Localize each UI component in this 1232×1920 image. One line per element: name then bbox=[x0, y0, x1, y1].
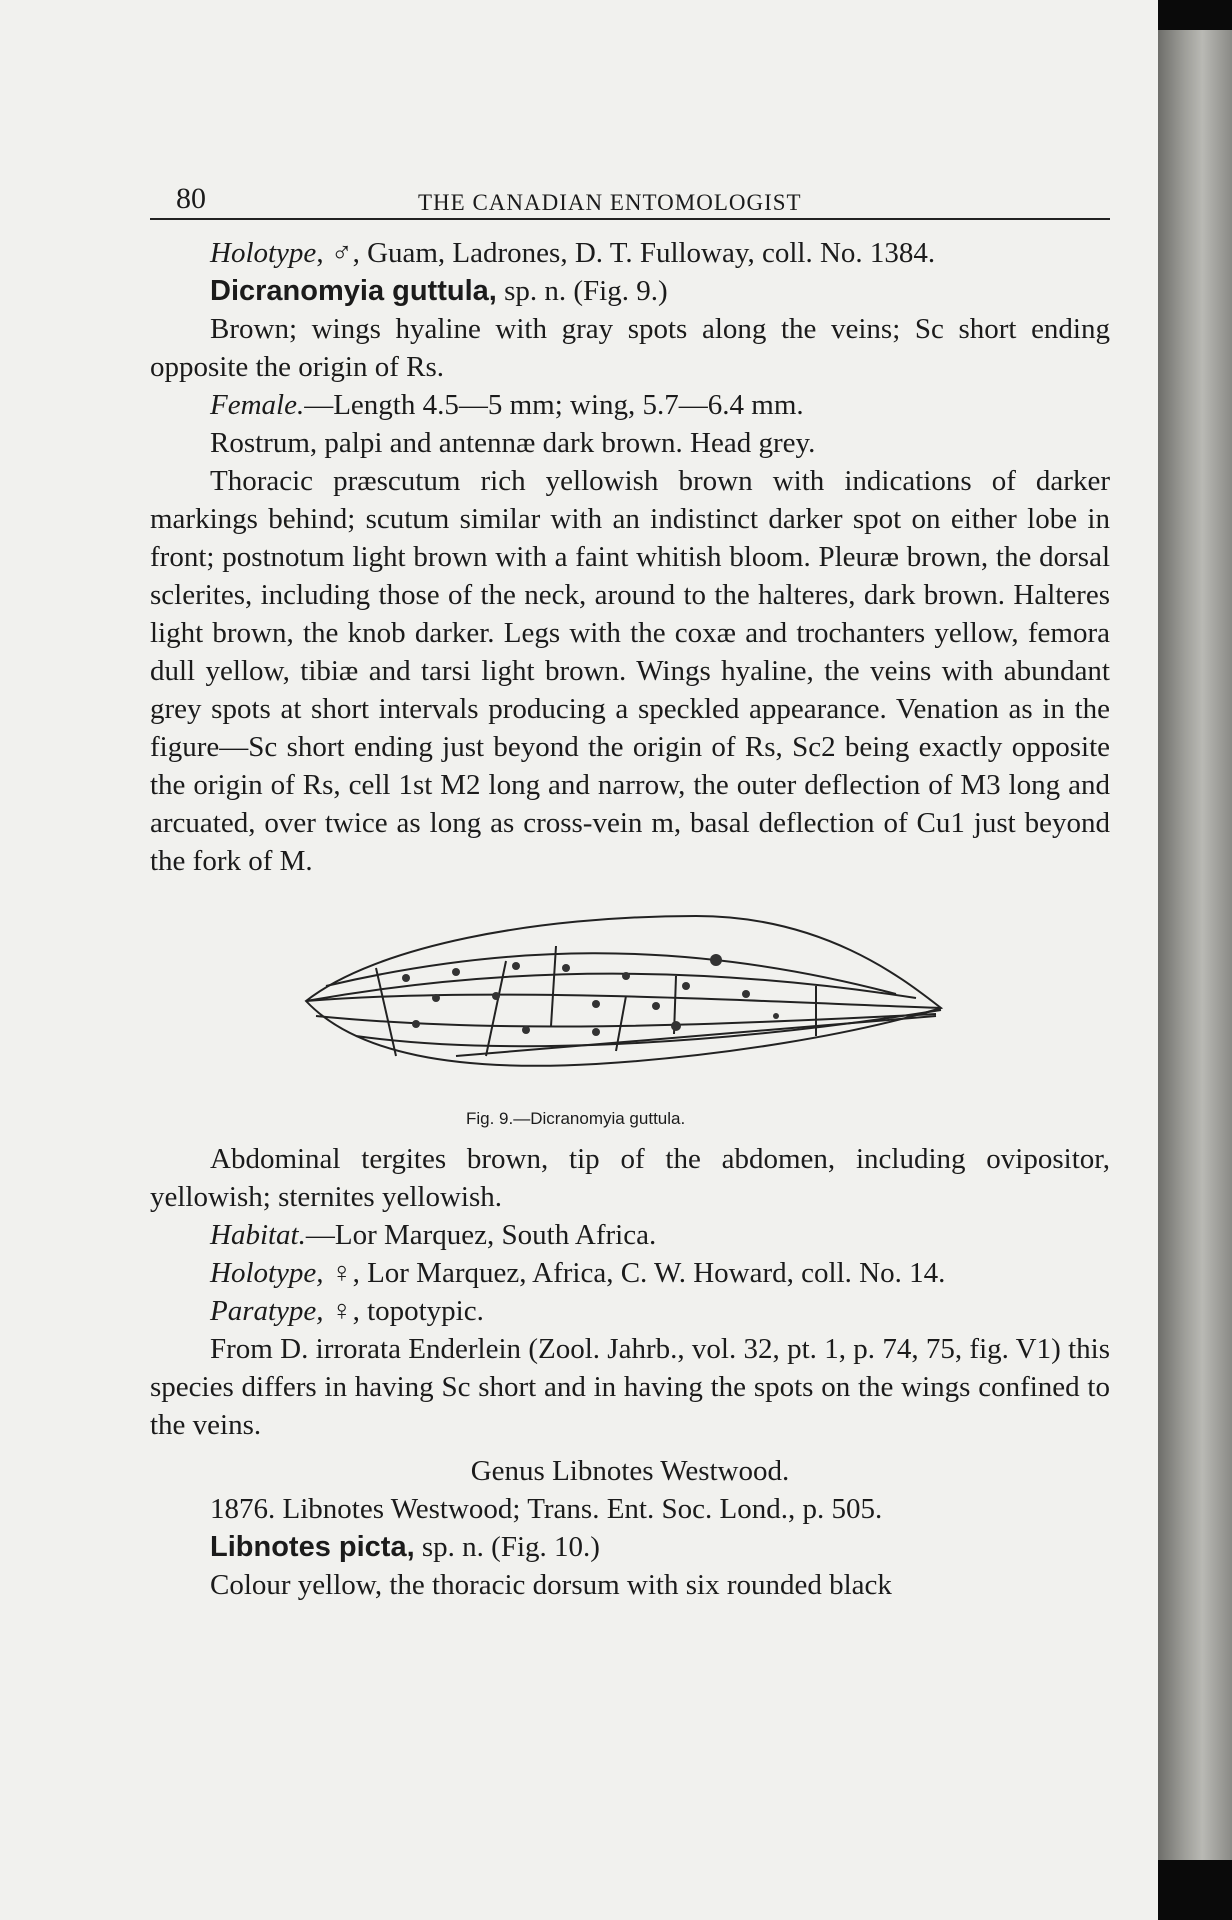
species-heading-1: Dicranomyia guttula, sp. n. (Fig. 9.) bbox=[210, 275, 668, 307]
wing-figure bbox=[150, 906, 1110, 1128]
holotype-line-2: Holotype, ♀, Lor Marquez, Africa, C. W. Howard, coll. No. 14. bbox=[210, 1257, 946, 1289]
diagnosis-paragraph: Brown; wings hyaline with gray spots along the veins; Sc short ending opposite the origin of Rs. bbox=[150, 313, 1110, 383]
habitat-line: Habitat.—Lor Marquez, South Africa. bbox=[210, 1219, 657, 1251]
head-description: Rostrum, palpi and antennæ dark brown. Head grey. bbox=[210, 427, 816, 459]
running-head bbox=[150, 170, 1110, 220]
book-spine-edge bbox=[1158, 30, 1232, 1860]
thorax-description: Thoracic præscutum rich yellowish brown with indications of darker markings behind; scutum similar with an indistinct darker spot on either lobe in front; postnotum light brown with a faint whitish bloom. Pleuræ brown, the dorsal sclerites, including those of the neck, around to the halteres, dark brown. Halteres light brown, the knob darker. Legs with the coxæ and trochanters yellow, femora dull yellow, tibiæ and tarsi light brown. Wings hyaline, the veins with abundant grey spots at short intervals producing a speckled appearance. Venation as in the figure—Sc short ending just beyond the origin of Rs, Sc2 being exactly opposite the origin of Rs, cell 1st M2 long and narrow, the outer deflection of M3 long and arcuated, over twice as long as cross-vein m, basal deflection of Cu1 just beyond the fork of M. bbox=[150, 465, 1110, 877]
journal-title: THE CANADIAN ENTOMOLOGIST bbox=[418, 190, 802, 215]
paratype-line: Paratype, ♀, topotypic. bbox=[210, 1295, 484, 1327]
wing-drawing bbox=[296, 906, 956, 1086]
holotype-line-1: Holotype, ♂, Guam, Ladrones, D. T. Fulloway, coll. No. 1384. bbox=[210, 237, 936, 269]
female-measurements: Female.—Length 4.5—5 mm; wing, 5.7—6.4 mm. bbox=[210, 389, 804, 421]
figure-caption: Fig. 9.—Dicranomyia guttula. bbox=[466, 1109, 686, 1128]
text-block bbox=[150, 170, 1110, 1604]
genus-heading: Genus Libnotes Westwood. bbox=[470, 1455, 790, 1487]
colour-line: Colour yellow, the thoracic dorsum with six rounded black bbox=[210, 1569, 892, 1601]
genus-reference: 1876. Libnotes Westwood; Trans. Ent. Soc. Lond., p. 505. bbox=[210, 1493, 883, 1525]
species-heading-2: Libnotes picta, sp. n. (Fig. 10.) bbox=[210, 1531, 600, 1563]
page-number: 80 bbox=[176, 182, 206, 215]
comparison-paragraph: From D. irrorata Enderlein (Zool. Jahrb., vol. 32, pt. 1, p. 74, 75, fig. V1) this species differs in having Sc short and in having the spots on the wings confined to the veins. bbox=[150, 1333, 1110, 1441]
abdomen-description: Abdominal tergites brown, tip of the abdomen, including ovipositor, yellowish; sternites yellowish. bbox=[150, 1143, 1110, 1213]
